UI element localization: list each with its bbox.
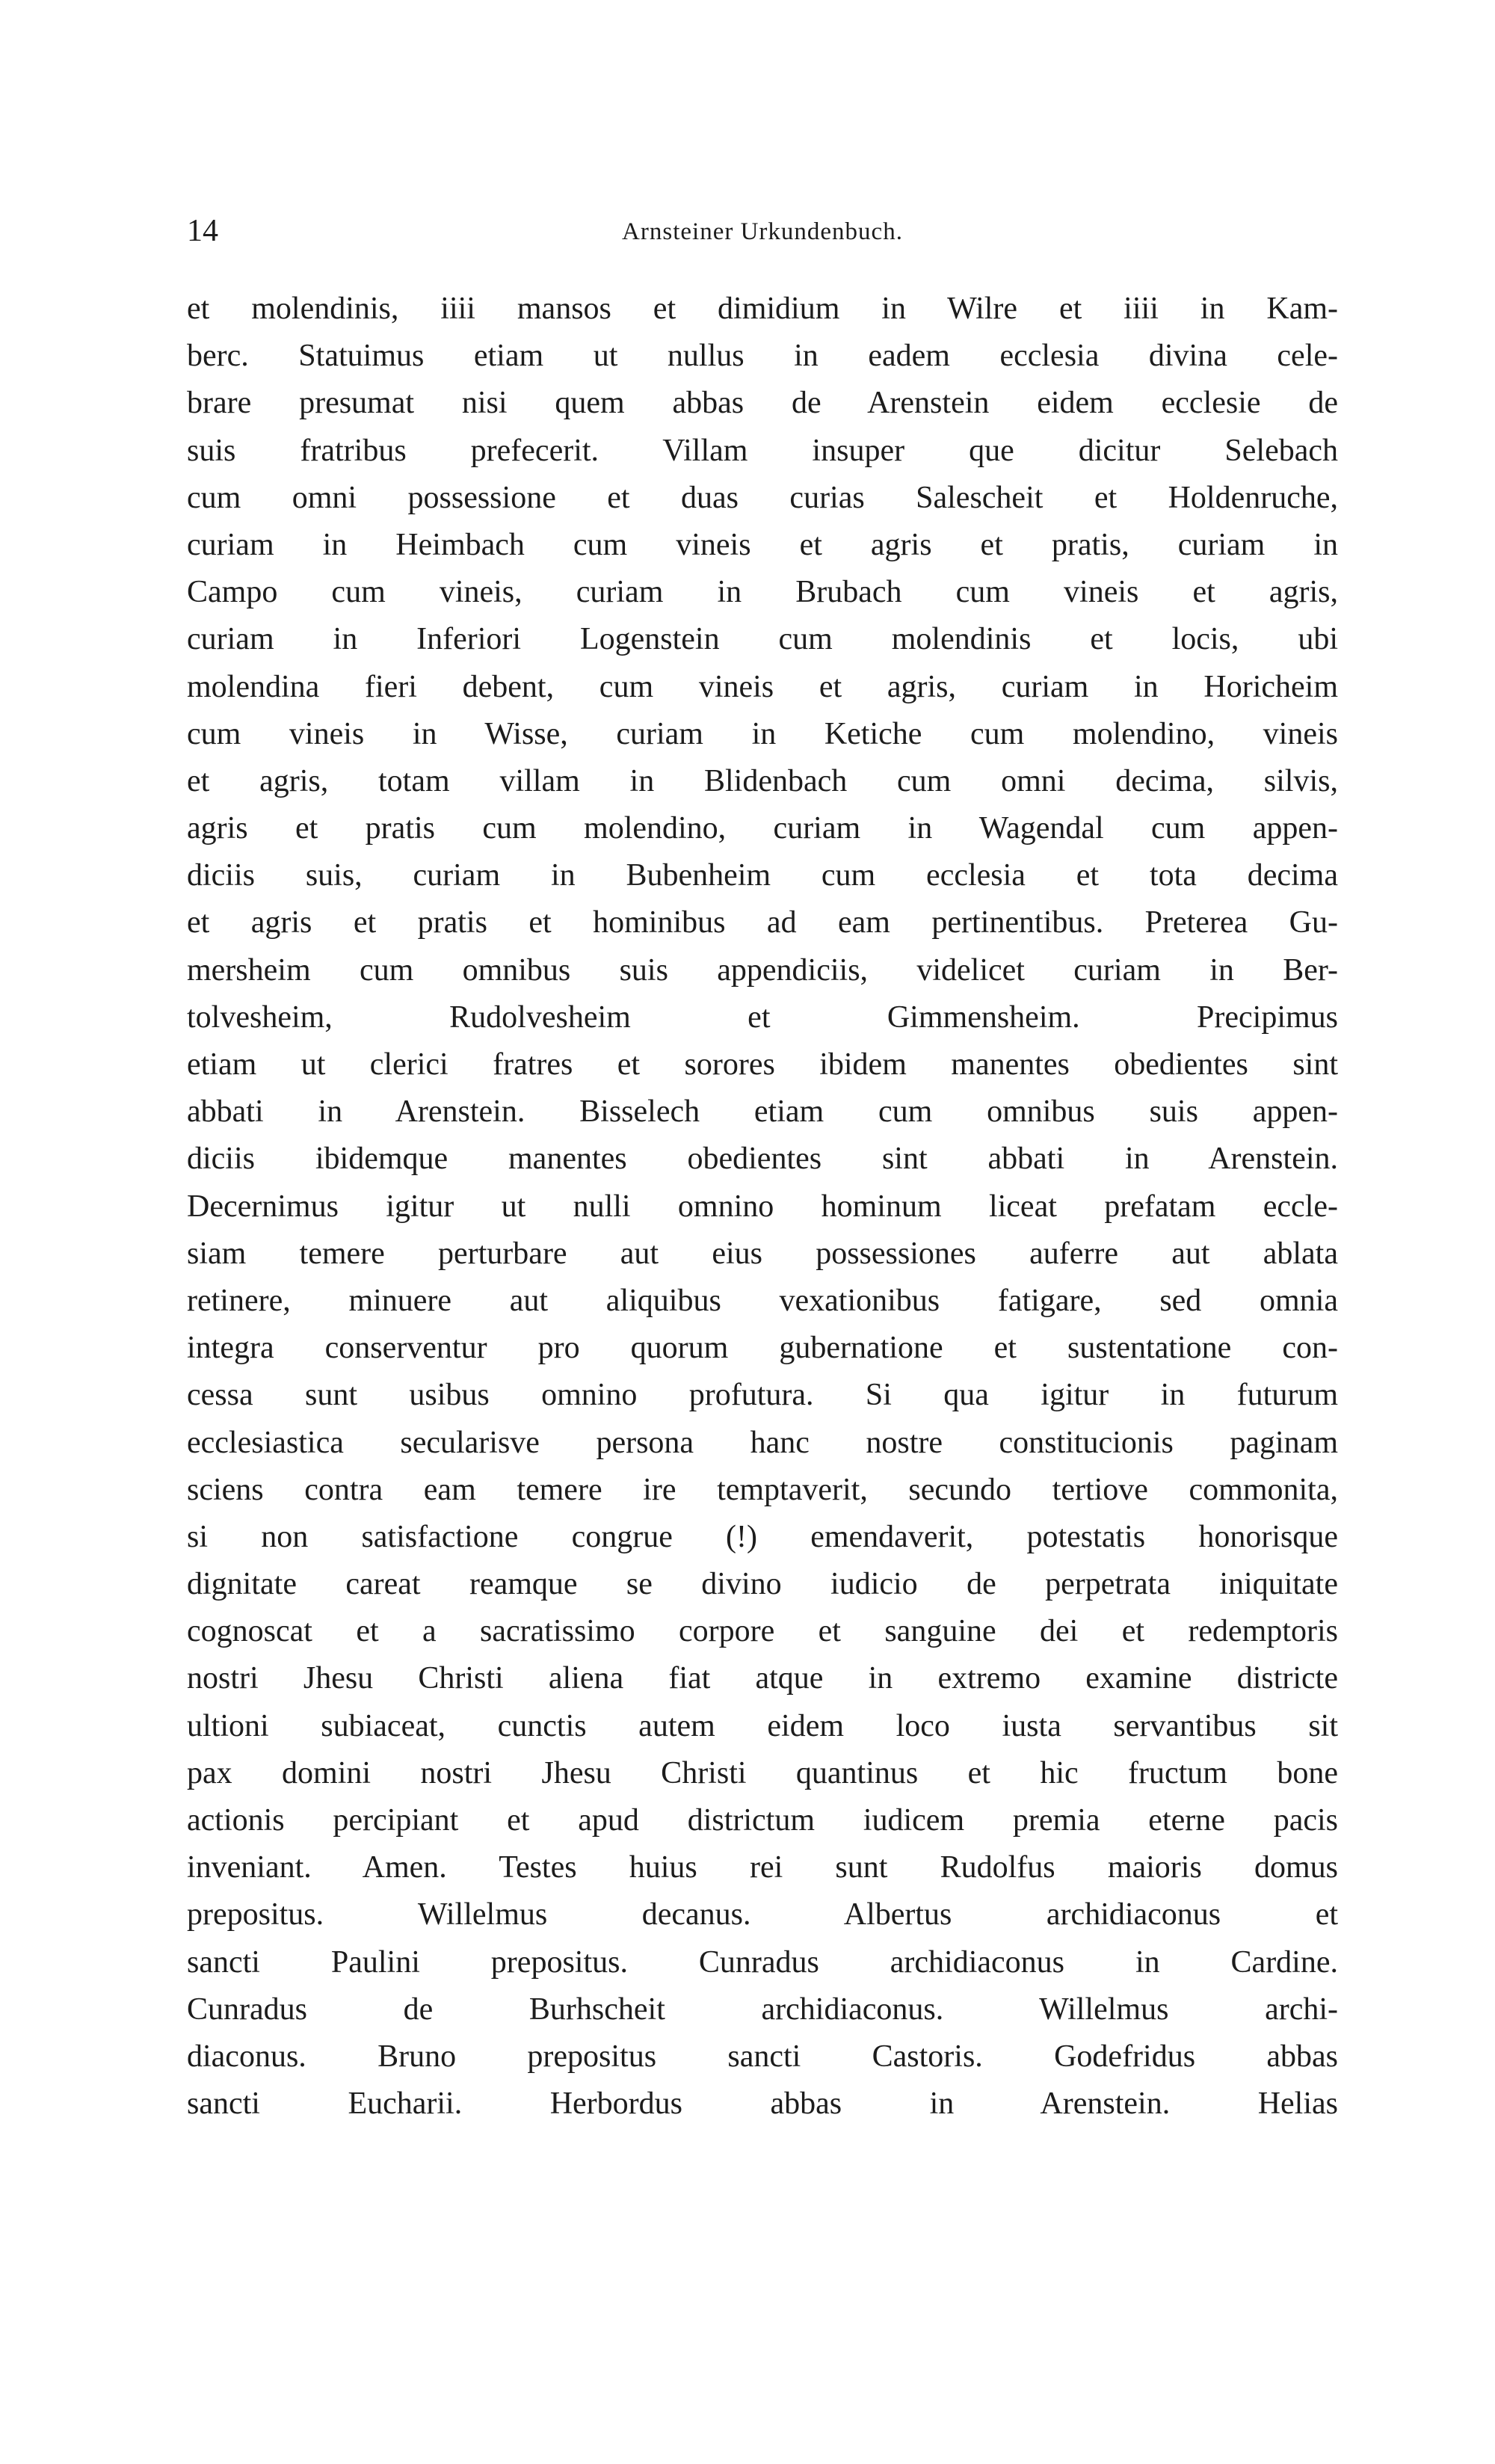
text-line: inveniant. Amen. Testes huius rei sunt Rudolfus maioris domus (187, 1850, 1338, 1885)
text-line: si non satisfactione congrue (!) emendaverit, potestatis honorisque (187, 1519, 1338, 1554)
text-line: actionis percipiant et apud districtum iudicem premia eterne pacis (187, 1803, 1338, 1838)
text-line: curiam in Heimbach cum vineis et agris et pratis, curiam in (187, 527, 1338, 562)
text-line: ultioni subiaceat, cunctis autem eidem loco iusta servantibus sit (187, 1708, 1338, 1743)
text-line: et molendinis, iiii mansos et dimidium in Wilre et iiii in Kam- (187, 292, 1338, 326)
text-line: et agris, totam villam in Blidenbach cum omni decima, silvis, (187, 763, 1338, 798)
text-line: mersheim cum omnibus suis appendiciis, videlicet curiam in Ber- (187, 952, 1338, 988)
page-header (187, 211, 1338, 256)
text-line: Decernimus igitur ut nulli omnino hominum liceat prefatam eccle- (187, 1189, 1338, 1224)
text-line: cum vineis in Wisse, curiam in Ketiche cum molendino, vineis (187, 716, 1338, 751)
text-line: pax domini nostri Jhesu Christi quantinus et hic fructum bone (187, 1755, 1338, 1790)
text-line: Cunradus de Burhscheit archidiaconus. Willelmus archi- (187, 1992, 1338, 2027)
text-line: sciens contra eam temere ire temptaverit, secundo tertiove commonita, (187, 1472, 1338, 1507)
text-line: tolvesheim, Rudolvesheim et Gimmensheim. Precipimus (187, 1000, 1338, 1035)
text-line: retinere, minuere aut aliquibus vexationibus fatigare, sed omnia (187, 1283, 1338, 1318)
text-line: dignitate careat reamque se divino iudicio de perpetrata iniquitate (187, 1567, 1338, 1602)
text-line: diaconus. Bruno prepositus sancti Castoris. Godefridus abbas (187, 2039, 1338, 2074)
page-number: 14 (187, 214, 218, 248)
text-line: cum omni possessione et duas curias Salescheit et Holdenruche, (187, 480, 1338, 515)
text-line: suis fratribus prefecerit. Villam insuper que dicitur Selebach (187, 433, 1338, 468)
text-line: siam temere perturbare aut eius possessiones auferre aut ablata (187, 1236, 1338, 1271)
text-line: Campo cum vineis, curiam in Brubach cum vineis et agris, (187, 575, 1338, 610)
text-line: cognoscat et a sacratissimo corpore et sanguine dei et redemptoris (187, 1614, 1338, 1649)
text-line: berc. Statuimus etiam ut nullus in eadem ecclesia divina cele- (187, 339, 1338, 374)
text-line: integra conserventur pro quorum gubernatione et sustentatione con- (187, 1331, 1338, 1366)
text-line: brare presumat nisi quem abbas de Arenstein eidem ecclesie de (187, 386, 1338, 421)
text-line: nostri Jhesu Christi aliena fiat atque in extremo examine districte (187, 1661, 1338, 1696)
text-line: diciis suis, curiam in Bubenheim cum ecclesia et tota decima (187, 858, 1338, 893)
text-line: agris et pratis cum molendino, curiam in Wagendal cum appen- (187, 811, 1338, 846)
text-line: cessa sunt usibus omnino profutura. Si qua igitur in futurum (187, 1378, 1338, 1413)
text-line: sancti Eucharii. Herbordus abbas in Arenstein. Helias (187, 2086, 1338, 2122)
text-line: curiam in Inferiori Logenstein cum molendinis et locis, ubi (187, 622, 1338, 657)
text-line: et agris et pratis et hominibus ad eam pertinentibus. Preterea Gu- (187, 905, 1338, 940)
text-line: prepositus. Willelmus decanus. Albertus archidiaconus et (187, 1897, 1338, 1932)
text-line: diciis ibidemque manentes obedientes sint abbati in Arenstein. (187, 1142, 1338, 1177)
running-title: Arnsteiner Urkundenbuch. (622, 218, 903, 245)
text-line: abbati in Arenstein. Bisselech etiam cum omnibus suis appen- (187, 1094, 1338, 1130)
body-text (187, 286, 1338, 2128)
text-line: ecclesiastica secularisve persona hanc nostre constitucionis paginam (187, 1425, 1338, 1460)
text-line: etiam ut clerici fratres et sorores ibidem manentes obedientes sint (187, 1047, 1338, 1082)
text-line: molendina fieri debent, cum vineis et agris, curiam in Horicheim (187, 669, 1338, 704)
text-line: sancti Paulini prepositus. Cunradus archidiaconus in Cardine. (187, 1944, 1338, 1980)
